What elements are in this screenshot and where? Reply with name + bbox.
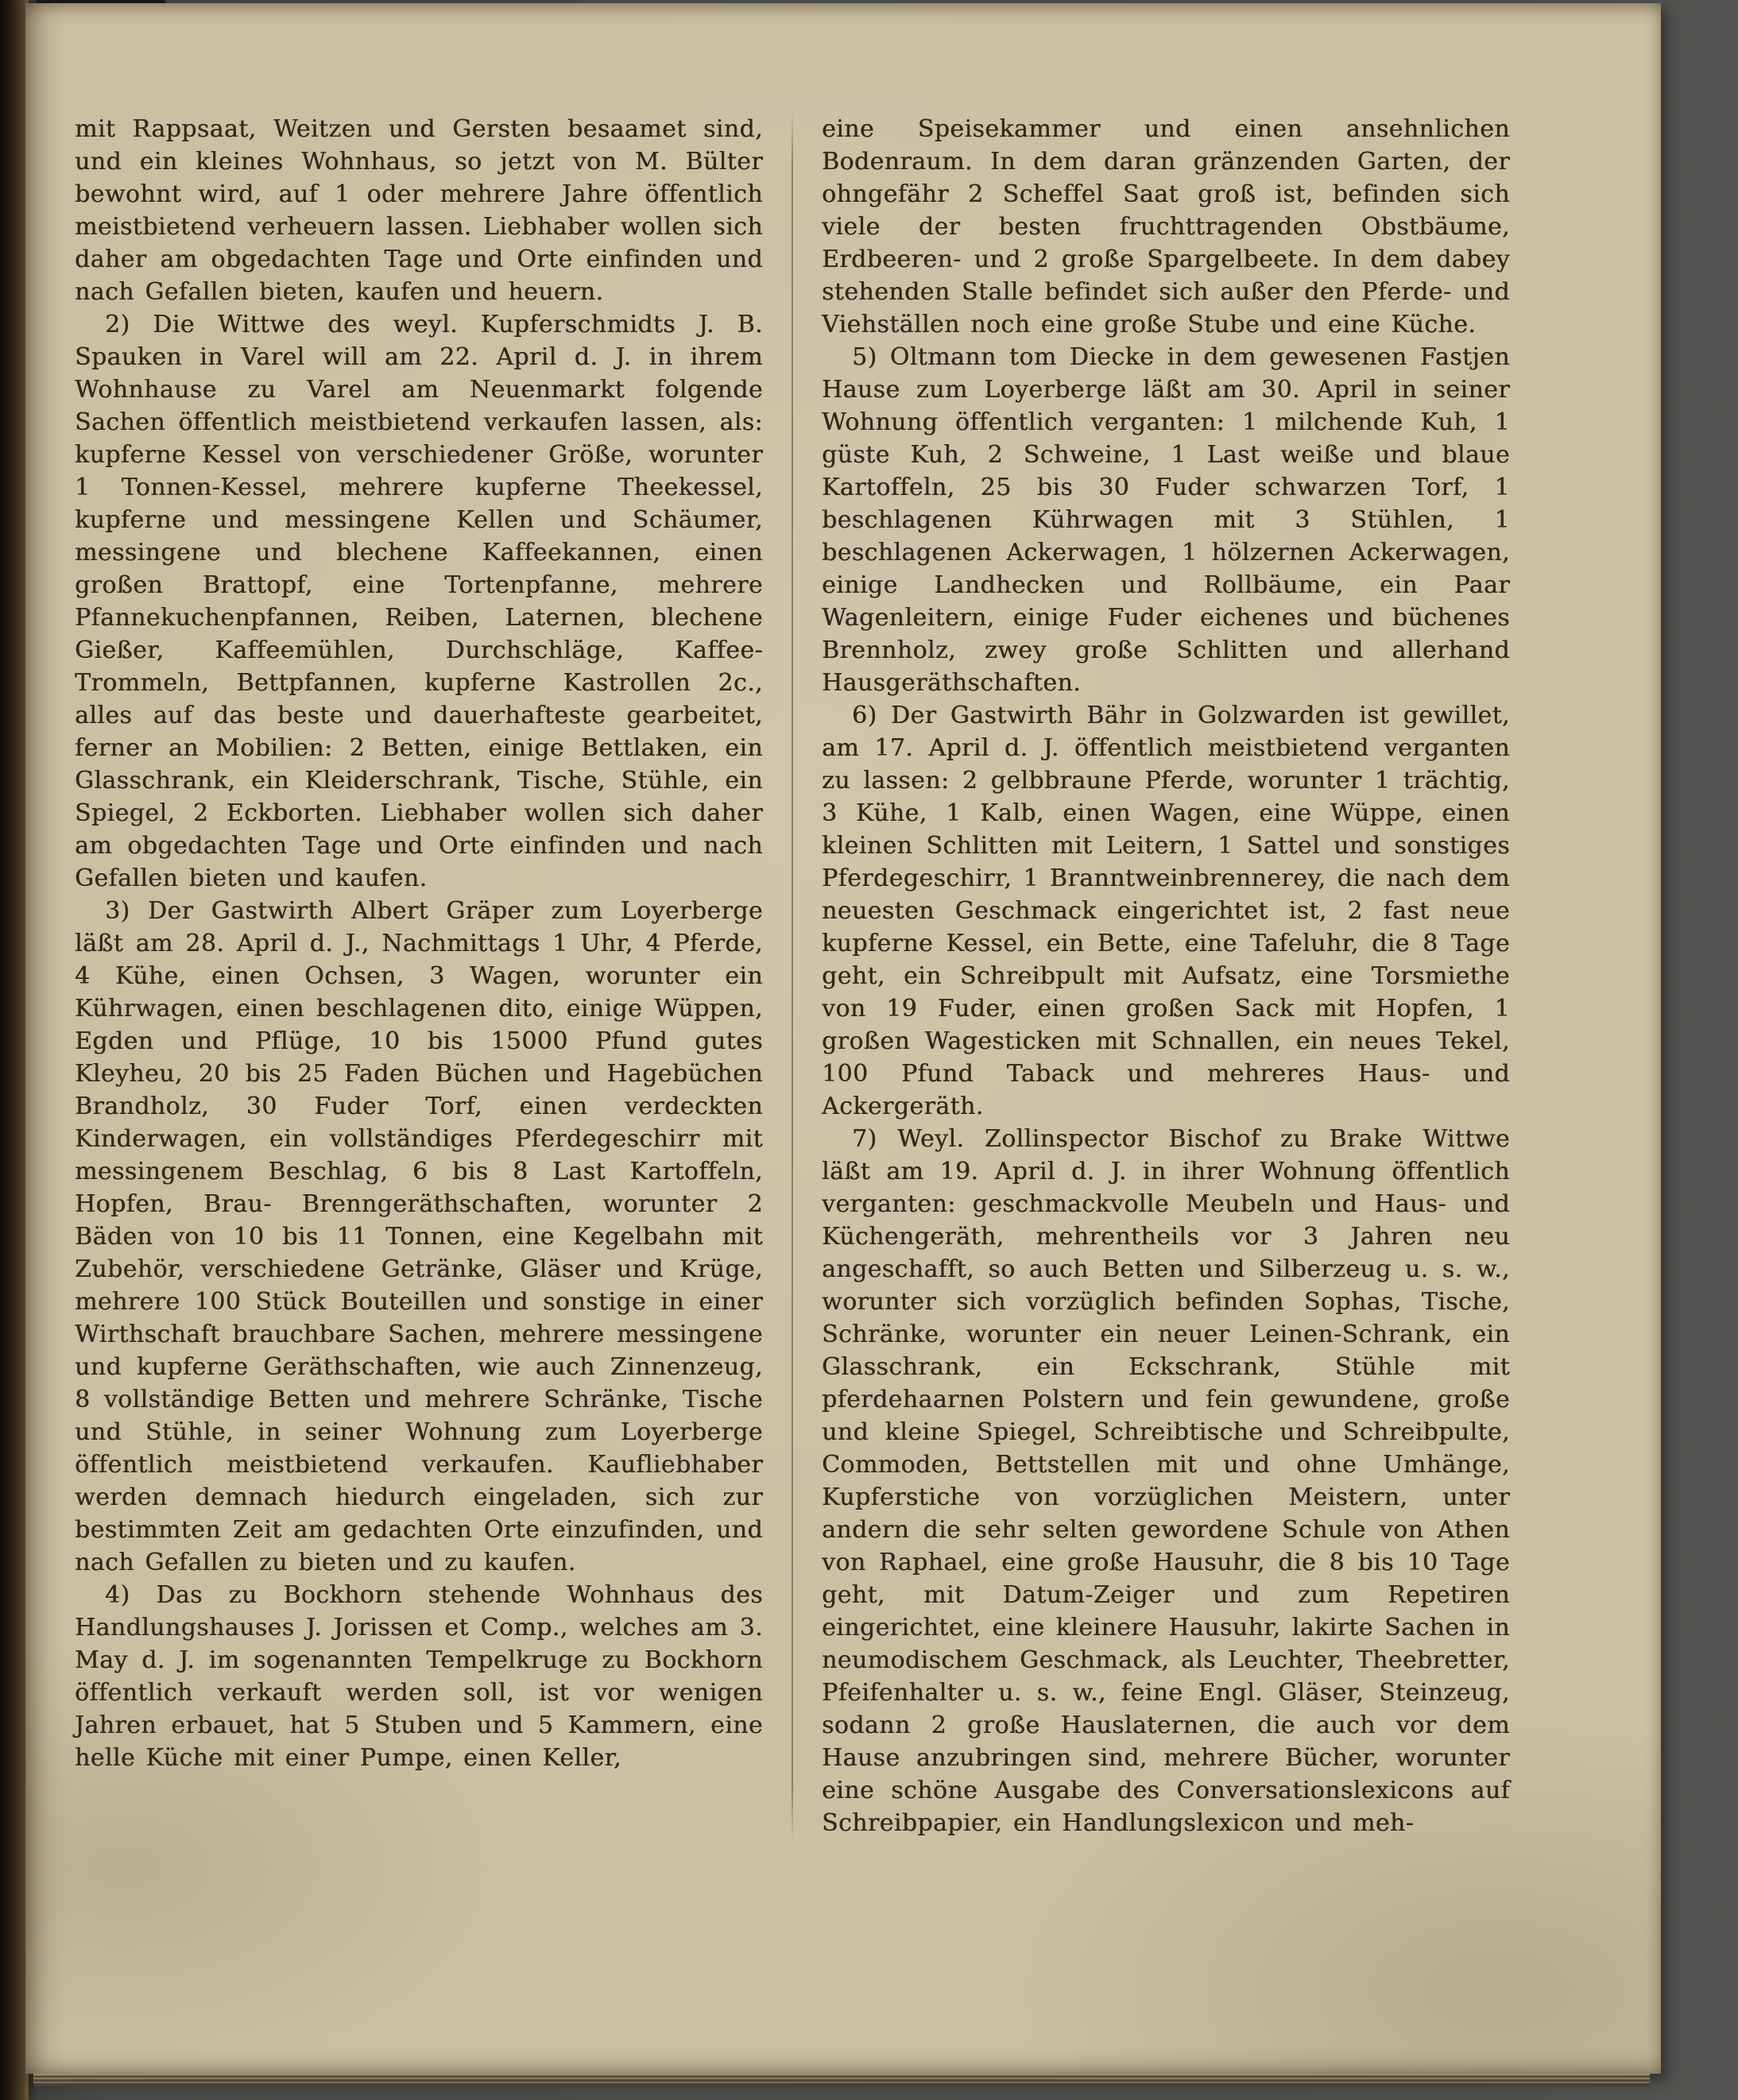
- paragraph: 2) Die Wittwe des weyl. Kupferschmidts J. B. Spauken in Varel will am 22. April d. J. in ihrem Wohnhause zu Varel am Neuenmarkt folgende Sachen öffentlich meistbietend verkaufen lassen, als: kupferne Kessel von verschiedener Größe, worunter 1 Tonnen-Kessel, mehrere kupferne Theekessel, kupferne und messingene Kellen und Schäumer, messingene und blechene Kaffeekannen, einen großen Brattopf, eine Tortenpfanne, mehrere Pfannekuchenpfannen, Reiben, Laternen, blechene Gießer, Kaffeemühlen, Durchschläge, Kaffee-Trommeln, Bettpfannen, kupferne Kastrollen 2c., alles auf das beste und dauerhafteste gearbeitet, ferner an Mobilien: 2 Betten, einige Bettlaken, ein Glasschrank, ein Kleiderschrank, Tische, Stühle, ein Spiegel, 2 Eckborten. Liebhaber wollen sich daher am obgedachten Tage und Orte einfinden und nach Gefallen bieten und kaufen.: [75, 311, 763, 892]
- paragraph: 4) Das zu Bockhorn stehende Wohnhaus des Handlungshauses J. Jorissen et Comp., welches am 3. May d. J. im sogenannten Tempelkruge zu Bockhorn öffentlich verkauft werden soll, ist vor wenigen Jahren erbauet, hat 5 Stuben und 5 Kammern, eine helle Küche mit einer Pumpe, einen Keller,: [75, 1581, 763, 1772]
- page-paper: [25, 3, 1661, 2074]
- paragraph: mit Rappsaat, Weitzen und Gersten besaamet sind, und ein kleines Wohnhaus, so jetzt von M. Bülter bewohnt wird, auf 1 oder mehrere Jahre öffentlich meistbietend verheuern lassen. Liebhaber wollen sich daher am obgedachten Tage und Orte einfinden und nach Gefallen bieten, kaufen und heuern.: [75, 115, 763, 306]
- book-spine-edge: [0, 0, 29, 2100]
- paragraph: 7) Weyl. Zollinspector Bischof zu Brake Wittwe läßt am 19. April d. J. in ihrer Wohnung öffentlich verganten: geschmackvolle Meubeln und Haus- und Küchengeräth, mehrentheils vor 3 Jahren neu angeschafft, so auch Betten und Silberzeug u. s. w., worunter sich vorzüglich befinden Sophas, Tische, Schränke, worunter ein neuer Leinen-Schrank, ein Glasschrank, ein Eckschrank, Stühle mit pferdehaarnen Polstern und fein gewundene, große und kleine Spiegel, Schreibtische und Schreibpulte, Commoden, Bettstellen mit und ohne Umhänge, Kupferstiche von vorzüglichen Meistern, unter andern die sehr selten gewordene Schule von Athen von Raphael, eine große Hausuhr, die 8 bis 10 Tage geht, mit Datum-Zeiger und zum Repetiren eingerichtet, eine kleinere Hausuhr, lakirte Sachen in neumodischem Geschmack, als Leuchter, Theebretter, Pfeifenhalter u. s. w., feine Engl. Gläser, Steinzeug, sodann 2 große Hauslaternen, die auch vor dem Hause anzubringen sind, mehrere Bücher, worunter eine schöne Ausgabe des Conversationslexicons auf Schreibpapier, ein Handlungslexicon und meh-: [822, 1125, 1510, 1837]
- column-divider-rule: [792, 113, 793, 1839]
- paragraph: 3) Der Gastwirth Albert Gräper zum Loyerberge läßt am 28. April d. J., Nachmittags 1 Uhr, 4 Pferde, 4 Kühe, einen Ochsen, 3 Wagen, worunter ein Kührwagen, einen beschlagenen dito, einige Wüppen, Egden und Pflüge, 10 bis 15000 Pfund gutes Kleyheu, 20 bis 25 Faden Büchen und Hagebüchen Brandholz, 30 Fuder Torf, einen verdeckten Kinderwagen, ein vollständiges Pferdegeschirr mit messingenem Beschlag, 6 bis 8 Last Kartoffeln, Hopfen, Brau- Brenngeräthschaften, worunter 2 Bäden von 10 bis 11 Tonnen, eine Kegelbahn mit Zubehör, verschiedene Getränke, Gläser und Krüge, mehrere 100 Stück Bouteillen und sonstige in einer Wirthschaft brauchbare Sachen, mehrere messingene und kupferne Geräthschaften, wie auch Zinnenzeug, 8 vollständige Betten und mehrere Schränke, Tische und Stühle, in seiner Wohnung zum Loyerberge öffentlich meistbietend verkaufen. Kaufliebhaber werden demnach hiedurch eingeladen, sich zur bestimmten Zeit am gedachten Orte einzufinden, und nach Gefallen zu bieten und zu kaufen.: [75, 897, 763, 1576]
- text-area: [75, 113, 1510, 1839]
- text-column-right: [822, 113, 1510, 1839]
- paragraph: 6) Der Gastwirth Bähr in Golzwarden ist gewillet, am 17. April d. J. öffentlich meistbietend verganten zu lassen: 2 gelbbraune Pferde, worunter 1 trächtig, 3 Kühe, 1 Kalb, einen Wagen, eine Wüppe, einen kleinen Schlitten mit Leitern, 1 Sattel und sonstiges Pferdegeschirr, 1 Branntweinbrennerey, die nach dem neuesten Geschmack eingerichtet ist, 2 fast neue kupferne Kessel, ein Bette, eine Tafeluhr, die 8 Tage geht, ein Schreibpult mit Aufsatz, eine Torsmiethe von 19 Fuder, einen großen Sack mit Hopfen, 1 großen Wagesticken mit Schnallen, ein neues Tekel, 100 Pfund Taback und mehreres Haus- und Ackergeräth.: [822, 702, 1510, 1120]
- text-column-left: [75, 113, 763, 1839]
- page-bottom-edges: [33, 2074, 1650, 2086]
- paragraph: eine Speisekammer und einen ansehnlichen Bodenraum. In dem daran gränzenden Garten, der ohngefähr 2 Scheffel Saat groß ist, befinden sich viele der besten fruchttragenden Obstbäume, Erdbeeren- und 2 große Spargelbeete. In dem dabey stehenden Stalle befindet sich außer den Pferde- und Viehställen noch eine große Stube und eine Küche.: [822, 115, 1510, 338]
- paragraph: 5) Oltmann tom Diecke in dem gewesenen Fastjen Hause zum Loyerberge läßt am 30. April in seiner Wohnung öffentlich verganten: 1 milchende Kuh, 1 güste Kuh, 2 Schweine, 1 Last weiße und blaue Kartoffeln, 25 bis 30 Fuder schwarzen Torf, 1 beschlagenen Kührwagen mit 3 Stühlen, 1 beschlagenen Ackerwagen, 1 hölzernen Ackerwagen, einige Landhecken und Rollbäume, ein Paar Wagenleitern, einige Fuder eichenes und büchenes Brennholz, zwey große Schlitten und allerhand Hausgeräthschaften.: [822, 343, 1510, 697]
